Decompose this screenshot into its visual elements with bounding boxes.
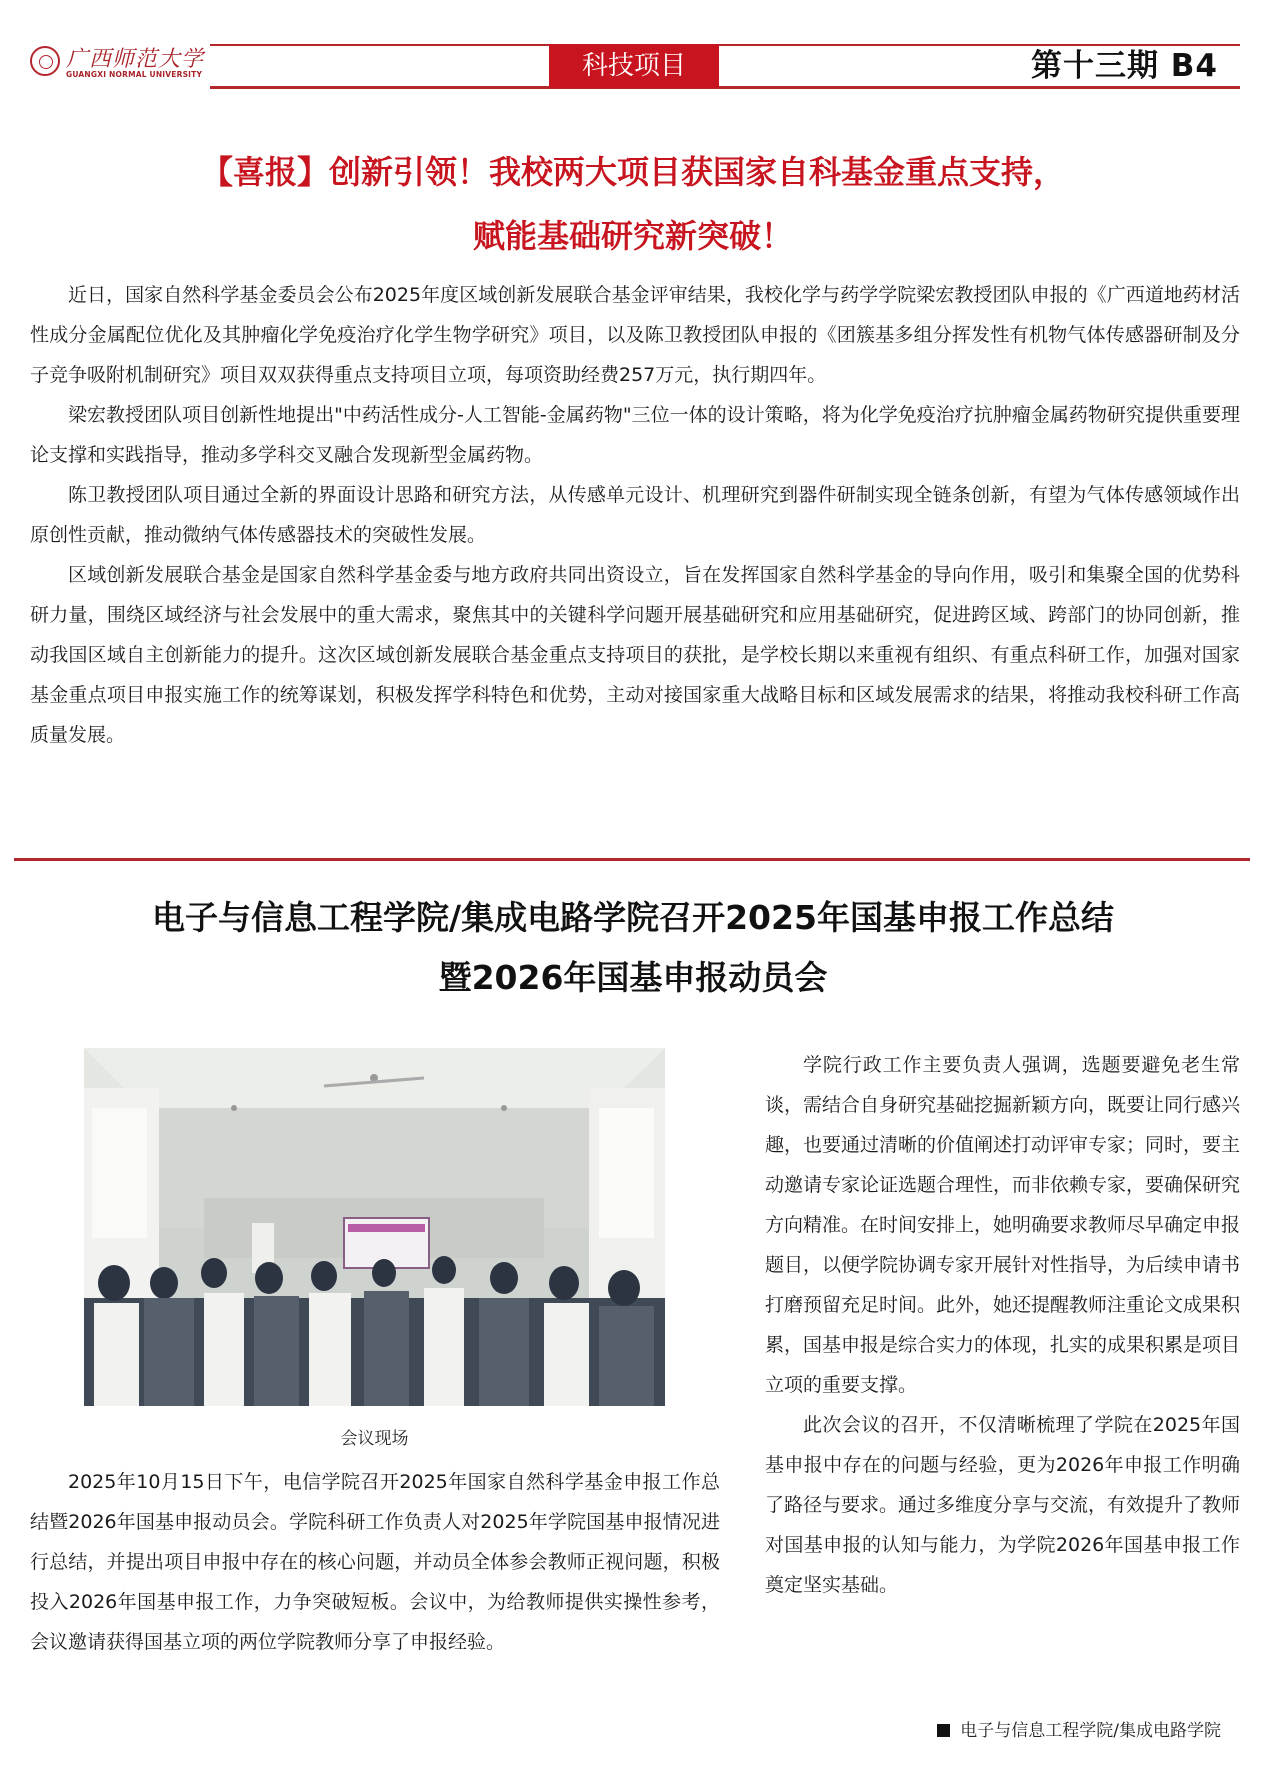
issue-number: 第十三期 B4 [1031, 48, 1218, 84]
article1-title [0, 140, 1266, 268]
article1-paragraph: 梁宏教授团队项目创新性地提出"中药活性成分-人工智能-金属药物"三位一体的设计策略，将为化学免疫治疗抗肿瘤金属药物研究提供重要理论支撑和实践指导，推动多学科交叉融合发现新型金属药物。 [30, 404, 1240, 466]
photo-caption: 会议现场 [340, 1429, 409, 1449]
page-header [0, 0, 1266, 100]
square-bullet-icon [937, 1724, 950, 1737]
article1-paragraph: 区域创新发展联合基金是国家自然科学基金委与地方政府共同出资设立，旨在发挥国家自然科学基金的导向作用，吸引和集聚全国的优势科研力量，围绕区域经济与社会发展中的重大需求，聚焦其中的关键科学问题开展基础研究和应用基础研究，促进跨区域、跨部门的协同创新，推动我国区域自主创新能力的提升。这次区域创新发展联合基金重点支持项目的获批，是学校长期以来重视有组织、有重点科研工作，加强对国家基金重点项目申报实施工作的统筹谋划，积极发挥学科特色和优势，主动对接国家重大战略目标和区域发展需求的结果，将推动我校科研工作高质量发展。 [30, 564, 1240, 746]
section-divider [14, 858, 1250, 861]
byline-text: 电子与信息工程学院/集成电路学院 [960, 1721, 1221, 1741]
article1-title-line2: 赋能基础研究新突破！ [472, 217, 793, 255]
section-tab: 科技项目 [549, 44, 719, 88]
article2-paragraph: 2025年10月15日下午，电信学院召开2025年国家自然科学基金申报工作总结暨2026年国基申报动员会。学院科研工作负责人对2025年学院国基申报情况进行总结，并提出项目申报中存在的核心问题，并动员全体参会教师正视问题，积极投入2026年国基申报工作，力争突破短板。会议中，为给教师提供实操性参考，会议邀请获得国基立项的两位学院教师分享了申报经验。 [30, 1471, 720, 1653]
article1-title-line1: 【喜报】创新引领！我校两大项目获国家自科基金重点支持， [200, 153, 1065, 191]
header-bottom-rule [210, 86, 1240, 89]
logo-english-name: GUANGXI NORMAL UNIVERSITY [66, 70, 203, 79]
article1-body [30, 275, 1240, 755]
article1-paragraph: 陈卫教授团队项目通过全新的界面设计思路和研究方法，从传感单元设计、机理研究到器件研制实现全链条创新，有望为气体传感领域作出原创性贡献，推动微纳气体传感器技术的突破性发展。 [30, 484, 1240, 546]
article2-title [0, 888, 1266, 1008]
article1-paragraph: 近日，国家自然科学基金委员会公布2025年度区域创新发展联合基金评审结果，我校化学与药学学院梁宏教授团队申报的《广西道地药材活性成分金属配位优化及其肿瘤化学免疫治疗化学生物学研究》项目，以及陈卫教授团队申报的《团簇基多组分挥发性有机物气体传感器研制及分子竞争吸附机制研究》项目双双获得重点支持项目立项，每项资助经费257万元，执行期四年。 [30, 284, 1240, 386]
article2-right-column [765, 1045, 1240, 1605]
meeting-photo [84, 1048, 665, 1406]
university-seal-icon [30, 46, 60, 76]
article2-paragraph: 学院行政工作主要负责人强调，选题要避免老生常谈，需结合自身研究基础挖掘新颖方向，既要让同行感兴趣，也要通过清晰的价值阐述打动评审专家；同时，要主动邀请专家论证选题合理性，而非依赖专家，要确保研究方向精准。在时间安排上，她明确要求教师尽早确定申报题目，以便学院协调专家开展针对性指导，为后续申请书打磨预留充足时间。此外，她还提醒教师注重论文成果积累，国基申报是综合实力的体现，扎实的成果积累是项目立项的重要支撑。 [765, 1054, 1241, 1396]
article2-byline [937, 1716, 1221, 1741]
university-logo [30, 44, 205, 86]
article2-left-column [30, 1462, 720, 1662]
logo-chinese-name: 广西师范大学 [66, 47, 205, 72]
article2-paragraph: 此次会议的召开，不仅清晰梳理了学院在2025年国基申报中存在的问题与经验，更为2026年申报工作明确了路径与要求。通过多维度分享与交流，有效提升了教师对国基申报的认知与能力，为学院2026年国基申报工作奠定坚实基础。 [765, 1414, 1241, 1596]
article2-title-line1: 电子与信息工程学院/集成电路学院召开2025年国基申报工作总结 [152, 898, 1114, 937]
article2-title-line2: 暨2026年国基申报动员会 [438, 958, 828, 997]
